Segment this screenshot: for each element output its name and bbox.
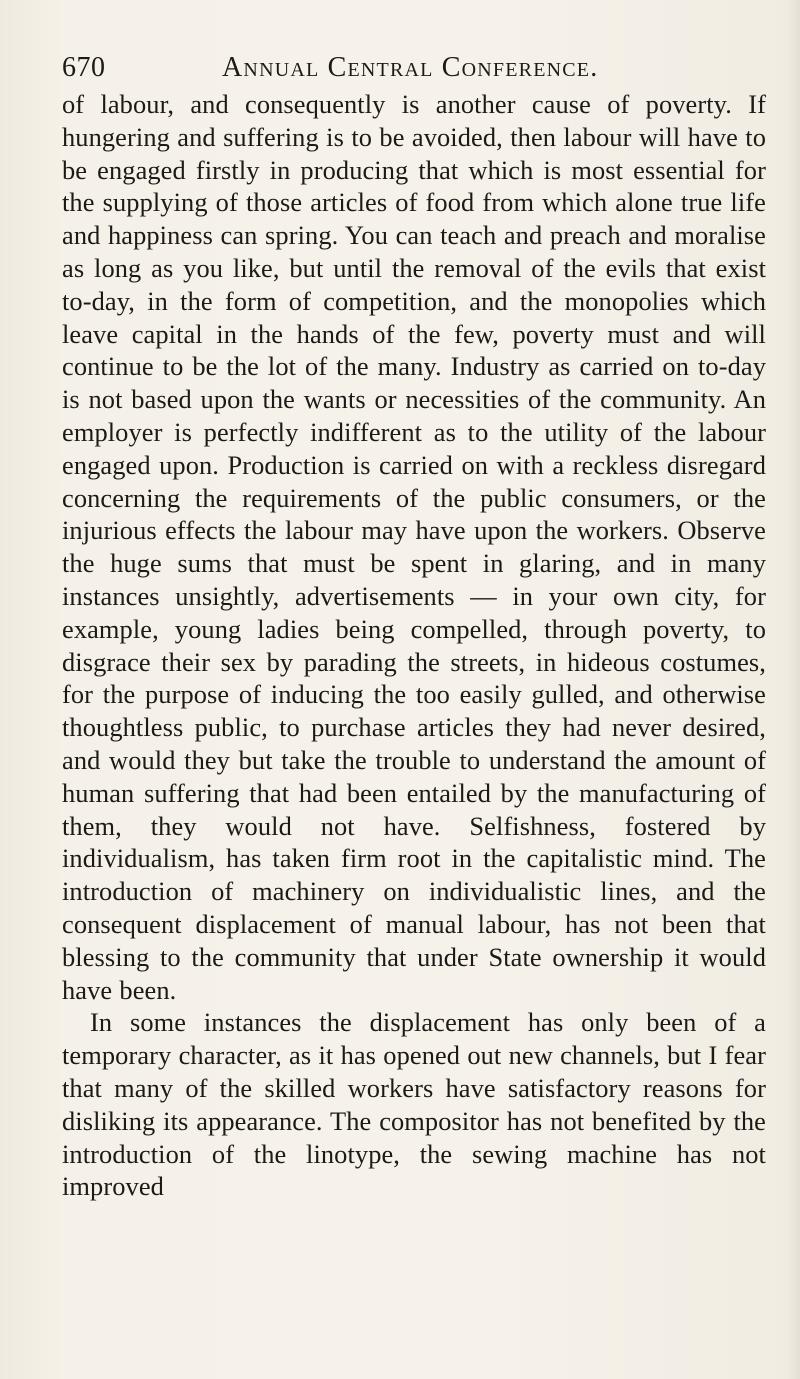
running-head: Annual Central Conference. xyxy=(222,52,599,83)
body-text xyxy=(62,88,766,1203)
page-edge-shadow xyxy=(786,0,800,1379)
page-number: 670 xyxy=(62,52,106,83)
paragraph: of labour, and consequently is another cause of poverty. If hungering and suffering is to be avoided, then labour will have to be engaged firstly in producing that which is most essential for the supplying of those articles of food from which alone true life and happiness can spring. You can teach and preach and moralise as long as you like, but until the removal of the evils that exist to-day, in the form of competition, and the monopolies which leave capital in the hands of the few, poverty must and will continue to be the lot of the many. Industry as carried on to-day is not based upon the wants or necessities of the community. An employer is perfectly indifferent as to the utility of the labour engaged upon. Production is carried on with a reckless disregard concerning the requirements of the public consumers, or the injurious effects the labour may have upon the workers. Observe the huge sums that must be spent in glaring, and in many instances unsightly, advertisements — in your own city, for example, young ladies being compelled, through poverty, to disgrace their sex by parading the streets, in hideous costumes, for the purpose of inducing the too easily gulled, and otherwise thoughtless public, to purchase articles they had never desired, and would they but take the trouble to understand the amount of human suffering that had been entailed by the manufacturing of them, they would not have. Selfishness, fostered by individualism, has taken firm root in the capitalistic mind. The introduction of machinery on individualistic lines, and the consequent displacement of manual labour, has not been that blessing to the community that under State ownership it would have been. xyxy=(62,89,766,1005)
paragraph: In some instances the displacement has only been of a temporary character, as it has opened out new channels, but I fear that many of the skilled workers have satisfactory reasons for disliking its appearance. The compositor has not benefited by the introduction of the linotype, the sewing machine has not improved xyxy=(62,1007,766,1202)
